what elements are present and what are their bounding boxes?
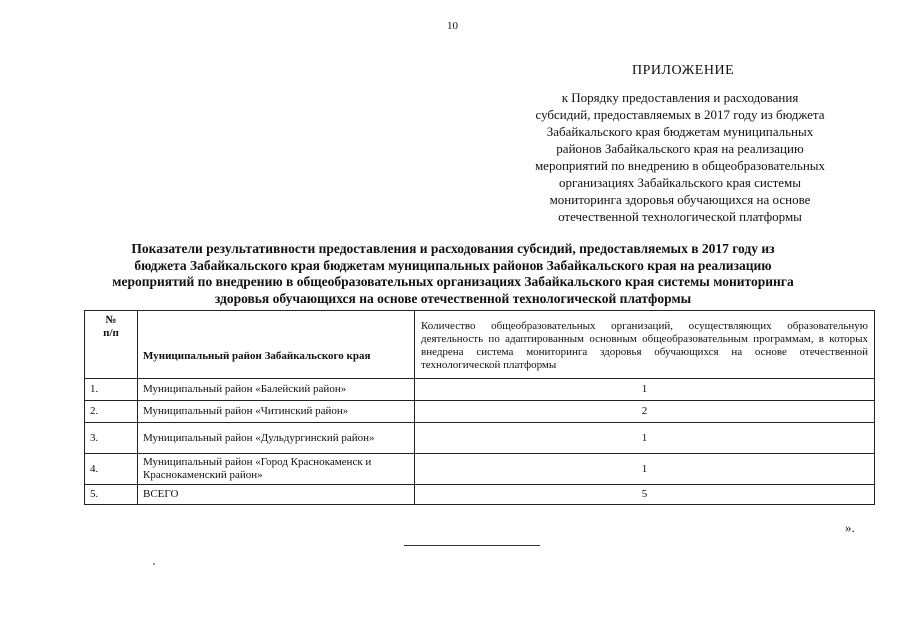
row-district: Муниципальный район «Балейский район» (138, 379, 415, 401)
header-num-symbol: № (105, 314, 117, 326)
table-row (85, 379, 875, 401)
appendix-subtitle-line: мониторинга здоровья обучающихся на основе (549, 192, 811, 207)
indicators-table (84, 310, 875, 505)
scan-speck (153, 563, 155, 565)
appendix-subtitle-line: к Порядку предоставления и расходования (561, 90, 799, 105)
heading-line: бюджета Забайкальского края бюджетам муниципальных районов Забайкальского края на реализацию (134, 257, 772, 273)
appendix-subtitle-line: Забайкальского края бюджетам муниципальных (546, 124, 814, 139)
document-heading (90, 241, 816, 307)
header-count: Количество общеобразовательных организаций, осуществляющих образовательную деятельность по адаптированным основным общеобразовательным программам, в которых внедрена система мониторинга здоровья обучающихся на основе отечественной технологической платформы (415, 311, 875, 379)
appendix-subtitle-line: мероприятий по внедрению в общеобразовательных (534, 158, 826, 173)
heading-line: здоровья обучающихся на основе отечественной технологической платформы (214, 290, 692, 306)
row-value: 1 (415, 423, 875, 454)
row-number: 1. (85, 379, 138, 401)
table-row (85, 423, 875, 454)
row-value: 2 (415, 401, 875, 423)
row-district: Муниципальный район «Город Краснокаменск и Краснокаменский район» (138, 454, 415, 485)
appendix-subtitle-line: организациях Забайкальского края системы (558, 175, 802, 190)
row-value: 5 (415, 485, 875, 505)
appendix-subtitle-line: субсидий, предоставляемых в 2017 году из бюджета (535, 107, 825, 122)
header-num (85, 311, 138, 379)
appendix-subtitle (500, 89, 860, 225)
table-header-row (85, 311, 875, 379)
closing-quote-mark: ». (845, 520, 855, 535)
appendix-subtitle-line: отечественной технологической платформы (558, 209, 802, 224)
header-num-label: п/п (103, 327, 119, 339)
row-number: 2. (85, 401, 138, 423)
header-district: Муниципальный район Забайкальского края (138, 311, 415, 379)
table-row (85, 454, 875, 485)
heading-line: мероприятий по внедрению в общеобразовательных организациях Забайкальского края системы мониторинга (112, 274, 794, 289)
row-number: 5. (85, 485, 138, 505)
row-number: 3. (85, 423, 138, 454)
row-district: Муниципальный район «Читинский район» (138, 401, 415, 423)
heading-line: Показатели результативности предоставления и расходования субсидий, предоставляемых в 2017 году из (131, 241, 775, 256)
row-district: ВСЕГО (138, 485, 415, 505)
appendix-subtitle-line: районов Забайкальского края на реализацию (556, 141, 804, 156)
footer-divider (404, 545, 540, 546)
row-number: 4. (85, 454, 138, 485)
row-district: Муниципальный район «Дульдургинский район» (138, 423, 415, 454)
appendix-title: ПРИЛОЖЕНИЕ (632, 63, 735, 78)
row-value: 1 (415, 379, 875, 401)
table-row (85, 401, 875, 423)
page-number: 10 (447, 20, 458, 32)
table-row-total (85, 485, 875, 505)
row-value: 1 (415, 454, 875, 485)
